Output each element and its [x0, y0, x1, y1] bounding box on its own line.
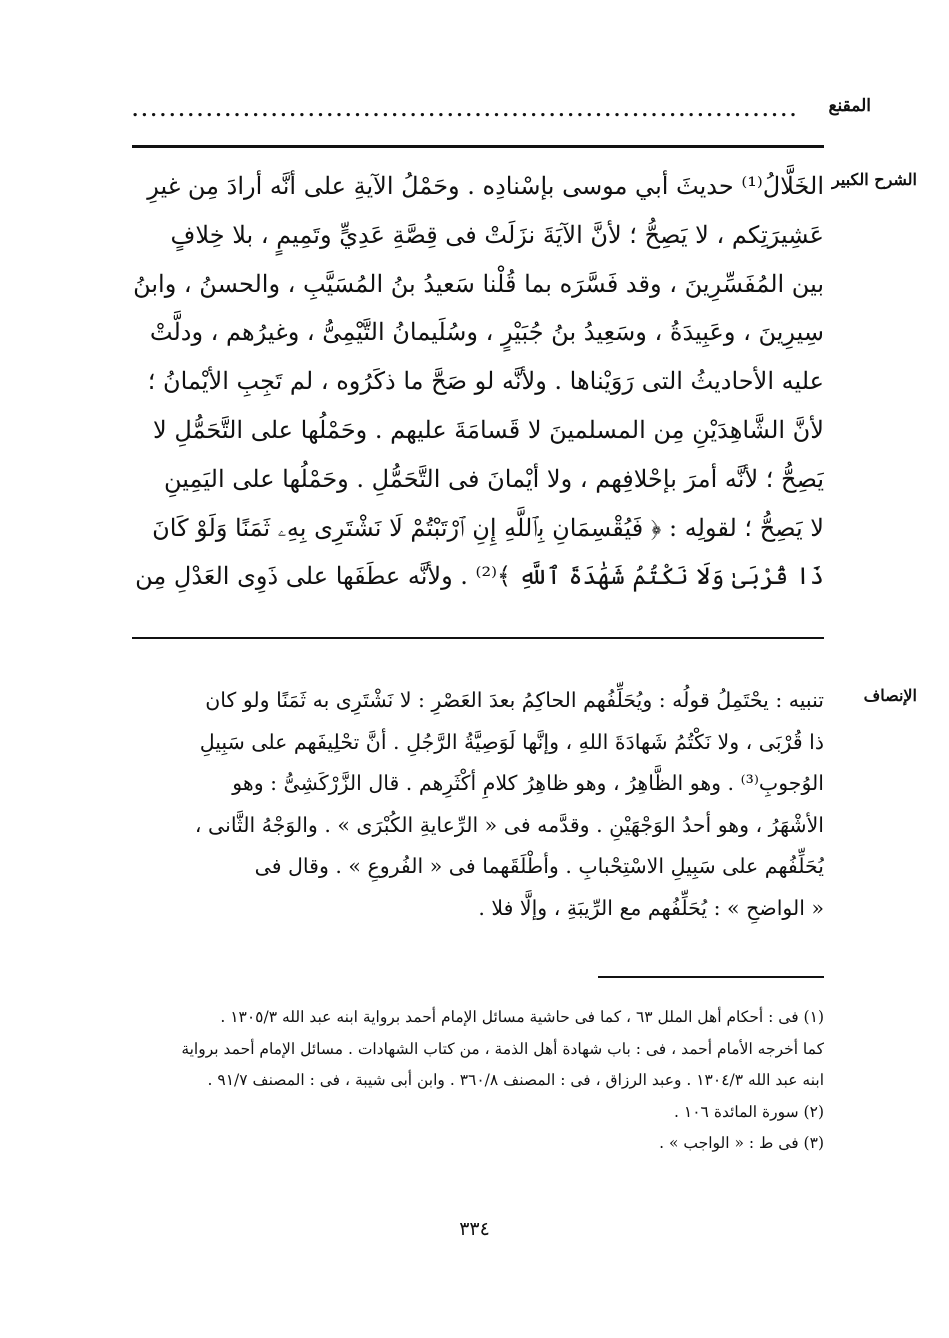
footnote-line: (٣) فى ط : « الواجب » .	[659, 1134, 824, 1152]
section-label-sharh: الشرح الكبير	[832, 170, 917, 189]
sharh-line: بين المُفَسِّرِينَ ، وقد فَسَّرَه بما قُلْنا سَعيدُ بنُ المُسَيَّبِ ، والحسنُ ، وابنُ	[133, 269, 824, 298]
insaf-line: الأشْهَرُ ، وهو أحدُ الوَجْهَيْنِ . وقدَّمه فى « الرِّعايةِ الكُبْرَى » . والوَجْهُ الثَّانى ،	[194, 812, 824, 837]
insaf-line: ذا قُرْبَى ، ولا نَكْتُمُ شَهادَةَ اللهِ ، وإنَّها لَوَصِيَّةُ الرَّجُلِ . أنَّ تحْلِيفَهم على سَبِيلِ	[199, 729, 824, 754]
section-label-insaf: الإنصاف	[863, 686, 917, 705]
sharh-text-block	[132, 162, 824, 601]
footnotes-block	[118, 1002, 824, 1160]
page-number: ٣٣٤	[459, 1218, 490, 1240]
insaf-line: « الواضحِ » : يُحَلِّفُهم مع الرِّيبَةِ ، وإلَّا فلا .	[478, 895, 824, 920]
insaf-line: الوُجوبِ⁽³⁾ . وهو الظَّاهِرُ ، وهو ظاهِرُ كلامِ أكْثَرِهم . قال الزَّرْكَشِىُّ : وهو	[232, 771, 824, 795]
section-divider	[132, 637, 824, 639]
sharh-line: ذَا قُرْبَىٰ وَلَا نَكْتُمُ شَهَٰدَةَ ٱللَّهِ ﴾⁽²⁾ . ولأنَّه عطَفَها على ذَوِى العَدْلِ مِن	[135, 562, 824, 591]
insaf-line: تنبيه : يحْتَمِلُ قولُه : ويُحَلِّفُهم الحاكِمُ بعدَ العَصْرِ : لا نَشْتَرِى به ثَمَنًا ولو كان	[205, 688, 824, 712]
footnote-line: (٢) سورة المائدة ١٠٦ .	[674, 1102, 824, 1121]
footnote-line: (١) فى : أحكام أهل الملل ٦٣ ، كما فى حاشية مسائل الإمام أحمد برواية ابنه عبد الله ١٣٠٥/٣ .	[220, 1008, 824, 1026]
sharh-line: الخَلَّالُ⁽¹⁾ حديثَ أبي موسى بإسْنادِه . وحَمْلُ الآيةِ على أنَّه أرادَ مِن غيرِ	[147, 172, 824, 200]
running-header-title: المقنع	[828, 96, 871, 116]
sharh-line: لأنَّ الشَّاهِدَيْنِ مِن المسلمينَ لا قَسامَةَ عليهم . وحَمْلُها على التَّحَمُّلِ لا	[153, 415, 824, 444]
header-rule	[132, 145, 824, 148]
sharh-line: سِيرِينَ ، وعَبِيدَةُ ، وسَعِيدُ بنُ جُبَيْرٍ ، وسُلَيمانُ التَّيْمِىُّ ، وغيرُهم ، ودلَّتْ	[149, 318, 824, 347]
sharh-line: عليه الأحاديثُ التى رَوَيْناها . ولأنَّه لو صَحَّ ما ذكَرُوه ، لم تَجِبِ الأيْمانُ ؛	[147, 367, 824, 396]
footnote-line: كما أخرجه الأمام أحمد ، فى : باب شهادة أهل الذمة ، من كتاب الشهادات . مسائل الإمام أحمد برواية	[181, 1039, 824, 1058]
footnote-line: ابنه عبد الله ١٣٠٤/٣ . وعبد الرزاق ، فى : المصنف ٣٦٠/٨ . وابن أبى شيبة ، فى : المصنف ٩١/٧ .	[207, 1071, 824, 1089]
insaf-text-block	[132, 680, 824, 929]
running-header-dots: ........................................................................	[132, 100, 800, 121]
sharh-line: يَصِحُّ ؛ لأنَّه أمرَ بإحْلافِهم ، ولا أيْمانَ فى التَّحَمُّلِ . وحَمْلُها على اليَمِينِ	[164, 464, 824, 493]
footnote-rule	[598, 976, 824, 978]
sharh-line: عَشِيرَتِكم ، لا يَصِحُّ ؛ لأنَّ الآيَةَ نزَلَتْ فى قِصَّةِ عَدِيٍّ وتَمِيمٍ ، بلا خِلافٍ	[170, 220, 824, 249]
sharh-line: لا يَصِحُّ ؛ لقولِه : ﴿ فَيُقْسِمَانِ بِٱللَّهِ إِنِ ٱرْتَبْتُمْ لَا نَشْتَرِى بِهِۦ ثَمَنًا وَلَوْ كَانَ	[152, 513, 824, 542]
insaf-line: يُحَلِّفُهم على سَبِيلِ الاسْتِحْبابِ . وأطْلَقَهما فى « الفُروعِ » . وقال فى	[254, 854, 824, 878]
